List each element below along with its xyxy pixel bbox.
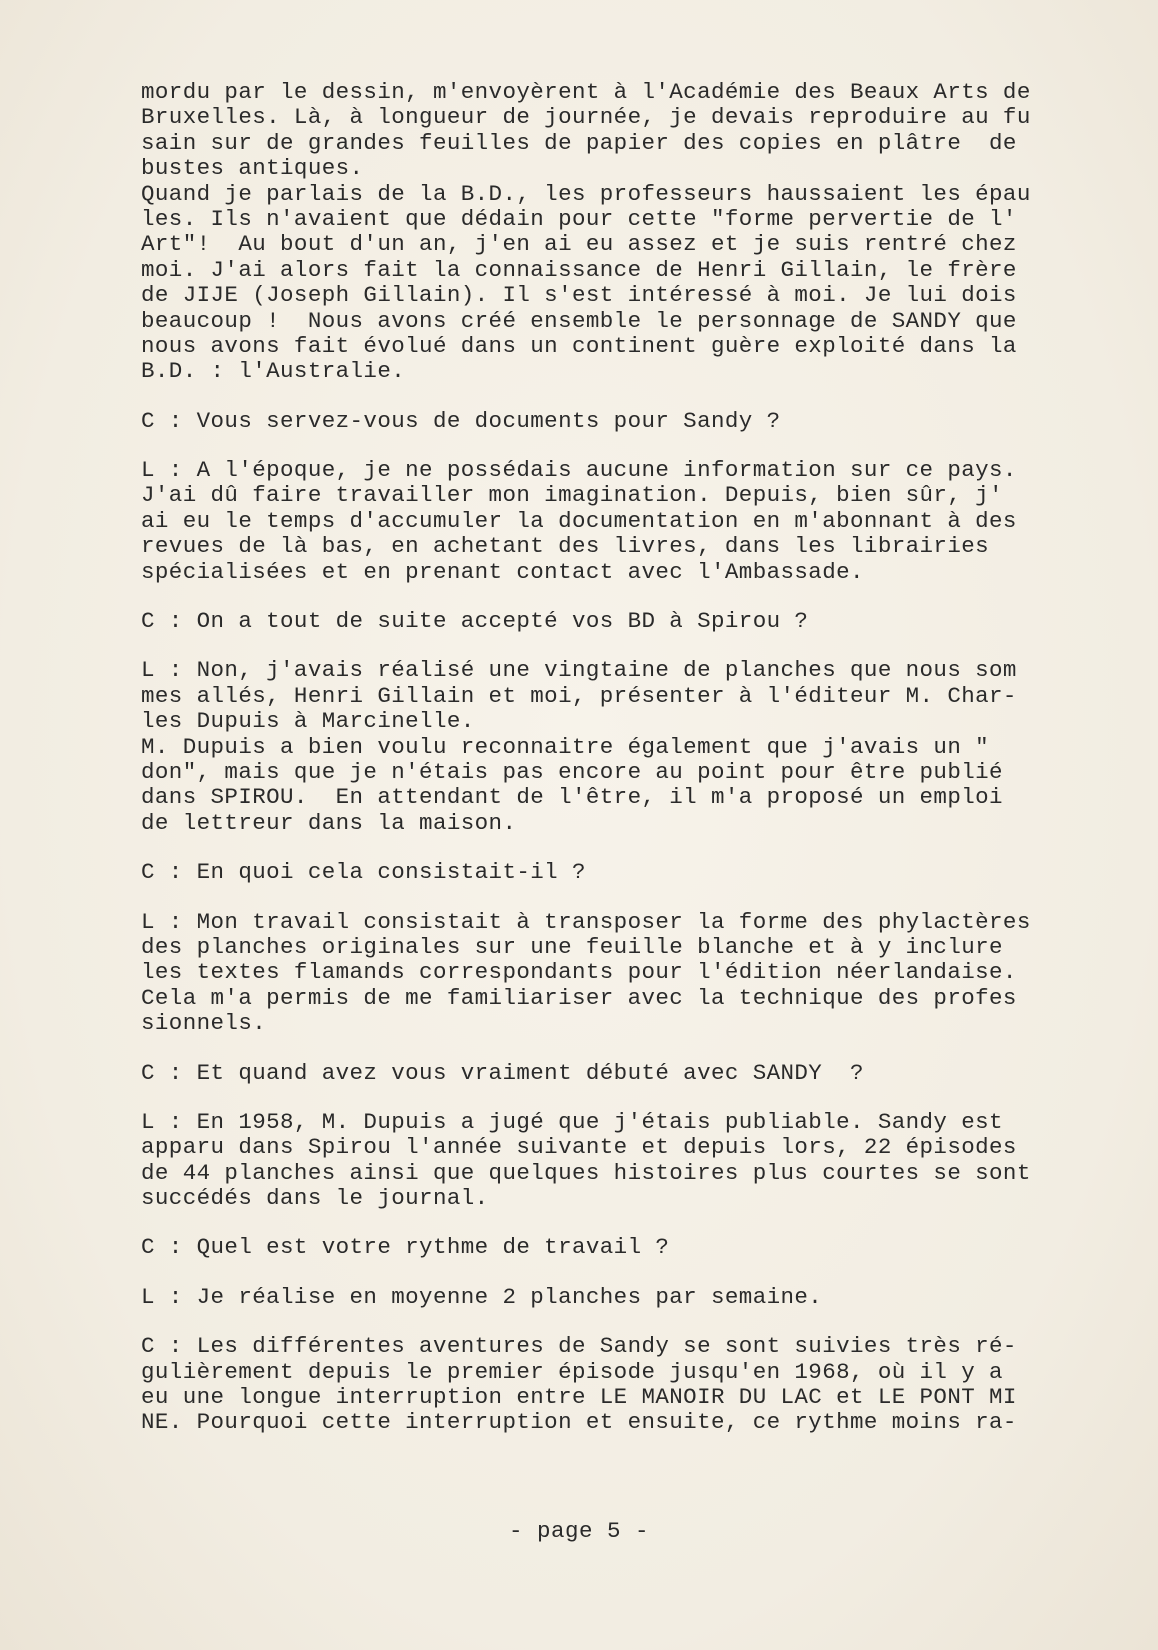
text-line: mes allés, Henri Gillain et moi, présenter à l'éditeur M. Char- — [141, 682, 1017, 709]
text-line: Art"! Au bout d'un an, j'en ai eu assez et je suis rentré chez — [141, 231, 1017, 258]
paragraph-gap — [141, 1310, 1131, 1334]
text-line: les Dupuis à Marcinelle. — [141, 708, 475, 735]
paragraph-gap — [141, 1211, 1131, 1235]
text-line: beaucoup ! Nous avons créé ensemble le personnage de SANDY que — [141, 307, 1017, 334]
text-line: apparu dans Spirou l'année suivante et depuis lors, 22 épisodes — [141, 1134, 1017, 1161]
paragraph-gap — [141, 886, 1131, 910]
paragraph — [141, 458, 1131, 585]
text-line: de lettreur dans la maison. — [141, 809, 517, 836]
paragraph-gap — [141, 585, 1131, 609]
text-line: C : Et quand avez vous vraiment débuté avec SANDY ? — [141, 1059, 864, 1086]
text-line: mordu par le dessin, m'envoyèrent à l'Académie des Beaux Arts de — [141, 79, 1031, 105]
paragraph-gap — [141, 1037, 1131, 1061]
text-line: eu une longue interruption entre LE MANOIR DU LAC et LE PONT MI — [141, 1384, 1017, 1411]
paragraph-gap — [141, 434, 1131, 458]
paragraph-gap — [141, 1086, 1131, 1110]
text-line: Quand je parlais de la B.D., les professeurs haussaient les épau — [141, 180, 1031, 207]
text-line: des planches originales sur une feuille blanche et à y inclure — [141, 933, 1003, 960]
text-line: C : Vous servez-vous de documents pour Sandy ? — [141, 407, 781, 434]
text-line: C : Les différentes aventures de Sandy se sont suivies très ré- — [141, 1333, 1017, 1360]
text-line: L : Je réalise en moyenne 2 planches par semaine. — [141, 1283, 823, 1310]
paragraph — [141, 80, 1131, 385]
paragraph — [141, 1110, 1131, 1212]
text-line: B.D. : l'Australie. — [141, 358, 406, 385]
text-line: moi. J'ai alors fait la connaissance de Henri Gillain, le frère — [141, 256, 1017, 283]
text-line: NE. Pourquoi cette interruption et ensuite, ce rythme moins ra- — [141, 1409, 1017, 1436]
paragraph — [141, 658, 1131, 836]
paragraph — [141, 609, 1131, 634]
text-line: sionnels. — [141, 1010, 267, 1037]
text-line: L : En 1958, M. Dupuis a jugé que j'étais publiable. Sandy est — [141, 1108, 1003, 1135]
paragraph — [141, 1285, 1131, 1310]
text-line: de JIJE (Joseph Gillain). Il s'est intéressé à moi. Je lui dois — [141, 282, 1017, 309]
text-line: spécialisées et en prenant contact avec l'Ambassade. — [141, 558, 864, 585]
text-line: sain sur de grandes feuilles de papier des copies en plâtre de — [141, 129, 1017, 156]
paragraph — [141, 1334, 1131, 1436]
interview-text — [141, 80, 1131, 1436]
text-line: les textes flamands correspondants pour l'édition néerlandaise. — [141, 959, 1017, 986]
text-line: de 44 planches ainsi que quelques histoires plus courtes se sont — [141, 1159, 1031, 1186]
text-line: gulièrement depuis le premier épisode jusqu'en 1968, où il y a — [141, 1358, 1003, 1385]
paragraph — [141, 860, 1131, 885]
text-line: ai eu le temps d'accumuler la documentation en m'abonnant à des — [141, 507, 1017, 534]
text-line: L : A l'époque, je ne possédais aucune information sur ce pays. — [141, 457, 1017, 484]
paragraph — [141, 1235, 1131, 1260]
page-number: - page 5 - — [508, 1518, 650, 1544]
text-line: revues de là bas, en achetant des livres, dans les librairies — [141, 533, 990, 560]
text-line: nous avons fait évolué dans un continent guère exploité dans la — [141, 332, 1017, 359]
text-line: L : Mon travail consistait à transposer la forme des phylactères — [141, 908, 1031, 935]
text-line: dans SPIROU. En attendant de l'être, il m'a proposé un emploi — [141, 784, 1003, 811]
text-line: J'ai dû faire travailler mon imagination. Depuis, bien sûr, j' — [141, 482, 1003, 509]
text-line: succédés dans le journal. — [141, 1185, 489, 1212]
text-line: don", mais que je n'étais pas encore au point pour être publié — [141, 758, 1003, 785]
paragraph-gap — [141, 1261, 1131, 1285]
text-line: C : On a tout de suite accepté vos BD à Spirou ? — [141, 608, 809, 635]
text-line: M. Dupuis a bien voulu reconnaitre également que j'avais un " — [141, 733, 990, 760]
paragraph-gap — [141, 634, 1131, 658]
text-line: les. Ils n'avaient que dédain pour cette "forme pervertie de l' — [141, 205, 1017, 232]
text-line: C : En quoi cela consistait-il ? — [141, 859, 586, 886]
text-line: L : Non, j'avais réalisé une vingtaine de planches que nous som — [141, 657, 1017, 684]
text-line: Cela m'a permis de me familiariser avec la technique des profes — [141, 984, 1017, 1011]
paragraph — [141, 409, 1131, 434]
paragraph-gap — [141, 385, 1131, 409]
text-line: bustes antiques. — [141, 155, 364, 182]
paragraph — [141, 1061, 1131, 1086]
text-line: C : Quel est votre rythme de travail ? — [141, 1234, 670, 1261]
paragraph-gap — [141, 836, 1131, 860]
text-line: Bruxelles. Là, à longueur de journée, je devais reproduire au fu — [141, 104, 1031, 131]
paragraph — [141, 910, 1131, 1037]
